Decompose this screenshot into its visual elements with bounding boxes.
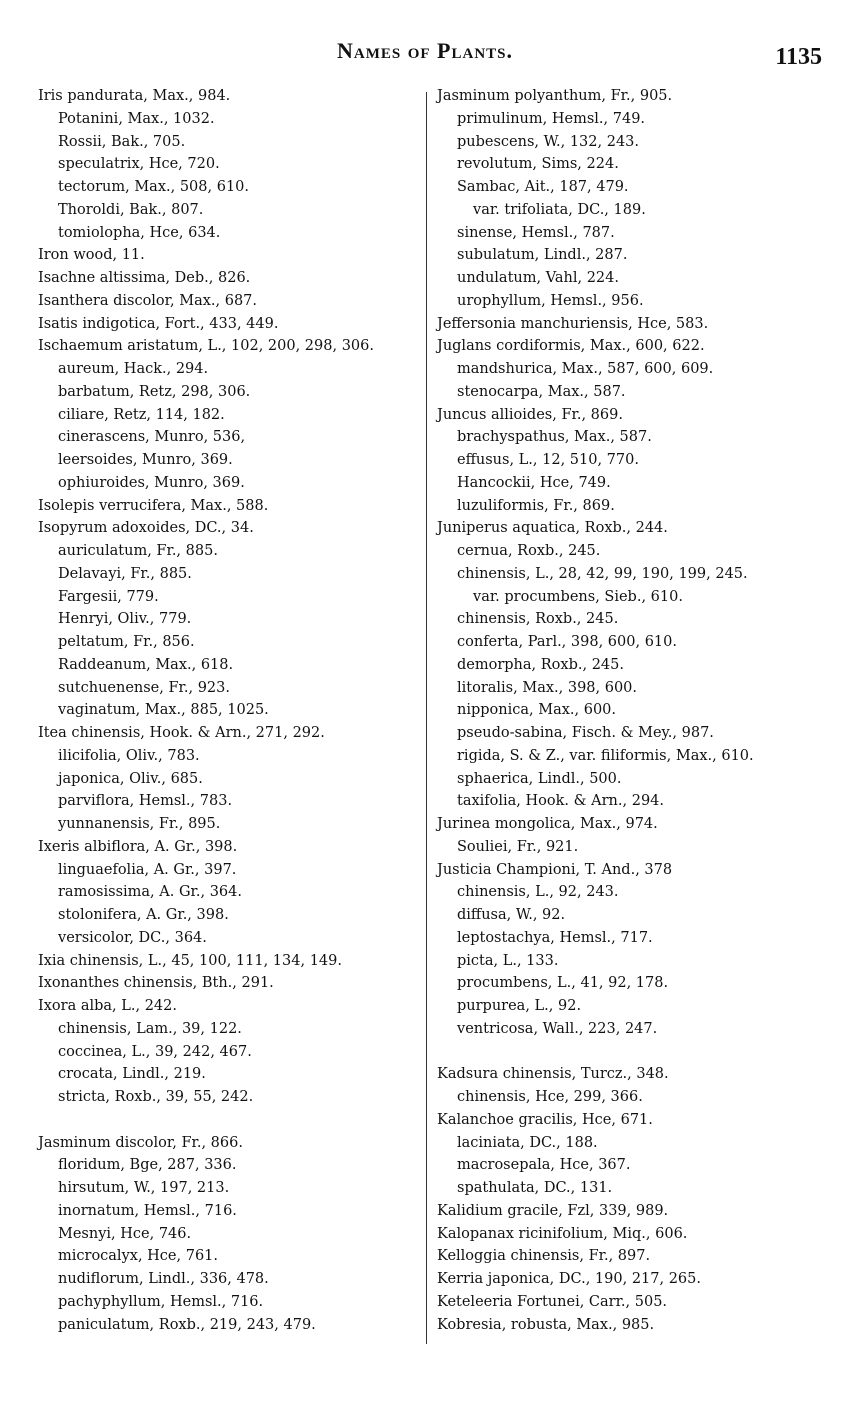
index-subentry: Mesnyi, Hce, 746. [58,1225,192,1242]
index-subentry: auriculatum, Fr., 885. [58,543,218,559]
index-subentry: chinensis, L., 92, 243. [457,884,619,901]
column-divider [426,92,427,1344]
index-subentry: Fargesii, 779. [58,588,159,605]
index-subentry: cinerascens, Munro, 536, [58,429,246,446]
index-subentry: luzuliformis, Fr., 869. [457,497,615,514]
index-subentry: barbatum, Retz, 298, 306. [58,383,251,400]
index-entry: Isopyrum adoxoides, DC., 34. [38,520,254,537]
index-entry: Itea chinensis, Hook. & Arn., 271, 292. [38,725,325,741]
index-entry: Kelloggia chinensis, Fr., 897. [437,1248,651,1265]
index-subentry: Thoroldi, Bak., 807. [58,201,204,218]
index-subentry: sutchuenense, Fr., 923. [58,679,230,696]
index-subentry: linguaefolia, A. Gr., 397. [58,861,237,878]
index-subentry: Potanini, Max., 1032. [58,110,215,127]
index-subentry: Raddeanum, Max., 618. [58,656,234,673]
index-subentry: japonica, Oliv., 685. [58,770,203,787]
page-number: 1135 [775,44,822,70]
index-entry: Iris pandurata, Max., 984. [38,88,231,104]
index-entry: Ixeris albiflora, A. Gr., 398. [38,838,238,855]
index-subentry: spathulata, DC., 131. [457,1180,613,1196]
index-subentry: cernua, Roxb., 245. [457,543,601,559]
index-subentry: picta, L., 133. [457,952,559,969]
index-subentry: aureum, Hack., 294. [58,361,209,377]
index-subentry: yunnanensis, Fr., 895. [58,816,221,832]
index-subentry: Delavayi, Fr., 885. [58,565,192,582]
running-head: Names of Plants. [336,38,513,63]
index-subentry: parviflora, Hemsl., 783. [58,793,233,810]
index-column-right [437,85,837,1336]
index-subentry: chinensis, Hce, 299, 366. [457,1089,643,1105]
index-subentry: paniculatum, Roxb., 219, 243, 479. [58,1316,316,1333]
index-subentry: pachyphyllum, Hemsl., 716. [58,1293,264,1310]
index-entry: Jasminum discolor, Fr., 866. [38,1134,243,1151]
index-subentry: effusus, L., 12, 510, 770. [457,452,639,468]
index-entry: Kadsura chinensis, Turcz., 348. [437,1066,669,1083]
index-entry: Justicia Championi, T. And., 378 [437,861,673,878]
index-subentry: Sambac, Ait., 187, 479. [457,179,629,195]
index-subentry: speculatrix, Hce, 720. [58,156,220,173]
index-subentry: procumbens, L., 41, 92, 178. [457,975,669,992]
index-entry: Ixonanthes chinensis, Bth., 291. [38,975,274,992]
index-subentry: chinensis, L., 28, 42, 99, 190, 199, 245. [457,565,748,582]
index-entry: Kobresia, robusta, Max., 985. [437,1316,655,1333]
index-entry: Isanthera discolor, Max., 687. [38,292,258,309]
index-subentry: rigida, S. & Z., var. filiformis, Max., 610. [457,747,754,764]
index-subentry: ophiuroides, Munro, 369. [58,474,245,491]
index-subentry: vaginatum, Max., 885, 1025. [58,702,269,719]
index-subentry: tectorum, Max., 508, 610. [58,179,249,195]
index-subentry: inornatum, Hemsl., 716. [58,1202,237,1219]
index-entry: Jurinea mongolica, Max., 974. [437,816,658,832]
index-subentry: pubescens, W., 132, 243. [457,133,640,150]
index-subentry: chinensis, Roxb., 245. [457,611,619,628]
section-gap [38,1109,428,1132]
index-subentry: floridum, Bge, 287, 336. [58,1157,237,1174]
index-entry: Juglans cordiformis, Max., 600, 622. [437,338,705,355]
index-entry: Juncus allioides, Fr., 869. [437,406,623,423]
index-subentry: ciliare, Retz, 114, 182. [58,406,225,423]
index-subentry: Henryi, Oliv., 779. [58,611,192,628]
index-subentry: peltatum, Fr., 856. [58,634,195,650]
index-subentry: conferta, Parl., 398, 600, 610. [457,634,677,650]
index-subentry: coccinea, L., 39, 242, 467. [58,1043,252,1060]
index-entry: Ixia chinensis, L., 45, 100, 111, 134, 149. [38,952,342,969]
index-entry: Jasminum polyanthum, Fr., 905. [437,88,673,104]
index-subentry: pseudo-sabina, Fisch. & Mey., 987. [457,725,714,741]
index-subentry: versicolor, DC., 364. [58,929,207,946]
index-subentry: mandshurica, Max., 587, 600, 609. [457,361,714,377]
index-entry: Isatis indigotica, Fort., 433, 449. [38,315,279,332]
index-subentry: nipponica, Max., 600. [457,702,617,719]
index-subentry: crocata, Lindl., 219. [58,1066,206,1083]
index-subentry: sphaerica, Lindl., 500. [457,770,622,787]
index-subentry: stolonifera, A. Gr., 398. [58,907,229,923]
index-subentry: ilicifolia, Oliv., 783. [58,747,200,764]
index-subentry: sinense, Hemsl., 787. [457,224,615,241]
index-subentry: litoralis, Max., 398, 600. [457,679,638,696]
index-subentry: subulatum, Lindl., 287. [457,247,628,264]
index-subentry: laciniata, DC., 188. [457,1134,598,1151]
index-subentry: leersoides, Munro, 369. [58,452,233,468]
index-subentry: var. procumbens, Sieb., 610. [473,588,683,605]
index-entry: Ischaemum aristatum, L., 102, 200, 298, 306. [38,338,374,355]
index-entry: Kalanchoe gracilis, Hce, 671. [437,1111,653,1128]
index-entry: Isolepis verrucifera, Max., 588. [38,497,269,514]
section-gap [437,1041,837,1064]
index-subentry: demorpha, Roxb., 245. [457,656,624,673]
index-entry: Isachne altissima, Deb., 826. [38,270,251,286]
index-subentry: urophyllum, Hemsl., 956. [457,292,644,309]
index-subentry: chinensis, Lam., 39, 122. [58,1020,242,1037]
index-entry: Kalidium gracile, Fzl, 339, 989. [437,1202,669,1219]
index-subentry: revolutum, Sims, 224. [457,156,619,173]
index-subentry: tomiolopha, Hce, 634. [58,224,221,241]
index-subentry: nudiflorum, Lindl., 336, 478. [58,1271,269,1287]
index-subentry: primulinum, Hemsl., 749. [457,110,646,127]
index-entry: Juniperus aquatica, Roxb., 244. [437,520,668,537]
index-column-left [38,85,428,1336]
index-subentry: diffusa, W., 92. [457,907,566,923]
index-subentry: taxifolia, Hook. & Arn., 294. [457,793,665,810]
index-subentry: stenocarpa, Max., 587. [457,383,626,400]
index-subentry: leptostachya, Hemsl., 717. [457,929,653,946]
index-subentry: hirsutum, W., 197, 213. [58,1180,230,1196]
index-subentry: brachyspathus, Max., 587. [457,429,652,446]
index-entry: Kerria japonica, DC., 190, 217, 265. [437,1271,701,1287]
index-entry: Jeffersonia manchuriensis, Hce, 583. [437,315,709,332]
index-subentry: ramosissima, A. Gr., 364. [58,884,242,901]
index-entry: Iron wood, 11. [38,247,145,264]
index-subentry: purpurea, L., 92. [457,998,582,1014]
index-subentry: var. trifoliata, DC., 189. [473,201,646,218]
index-subentry: undulatum, Vahl, 224. [457,270,619,286]
index-subentry: microcalyx, Hce, 761. [58,1248,219,1265]
index-subentry: ventricosa, Wall., 223, 247. [457,1020,658,1037]
index-entry: Keteleeria Fortunei, Carr., 505. [437,1293,668,1310]
index-subentry: stricta, Roxb., 39, 55, 242. [58,1089,254,1105]
index-entry: Ixora alba, L., 242. [38,998,177,1014]
index-subentry: Rossii, Bak., 705. [58,133,186,150]
index-subentry: macrosepala, Hce, 367. [457,1157,631,1174]
index-entry: Kalopanax ricinifolium, Miq., 606. [437,1225,688,1242]
index-subentry: Souliei, Fr., 921. [457,838,579,855]
index-subentry: Hancockii, Hce, 749. [457,474,611,491]
